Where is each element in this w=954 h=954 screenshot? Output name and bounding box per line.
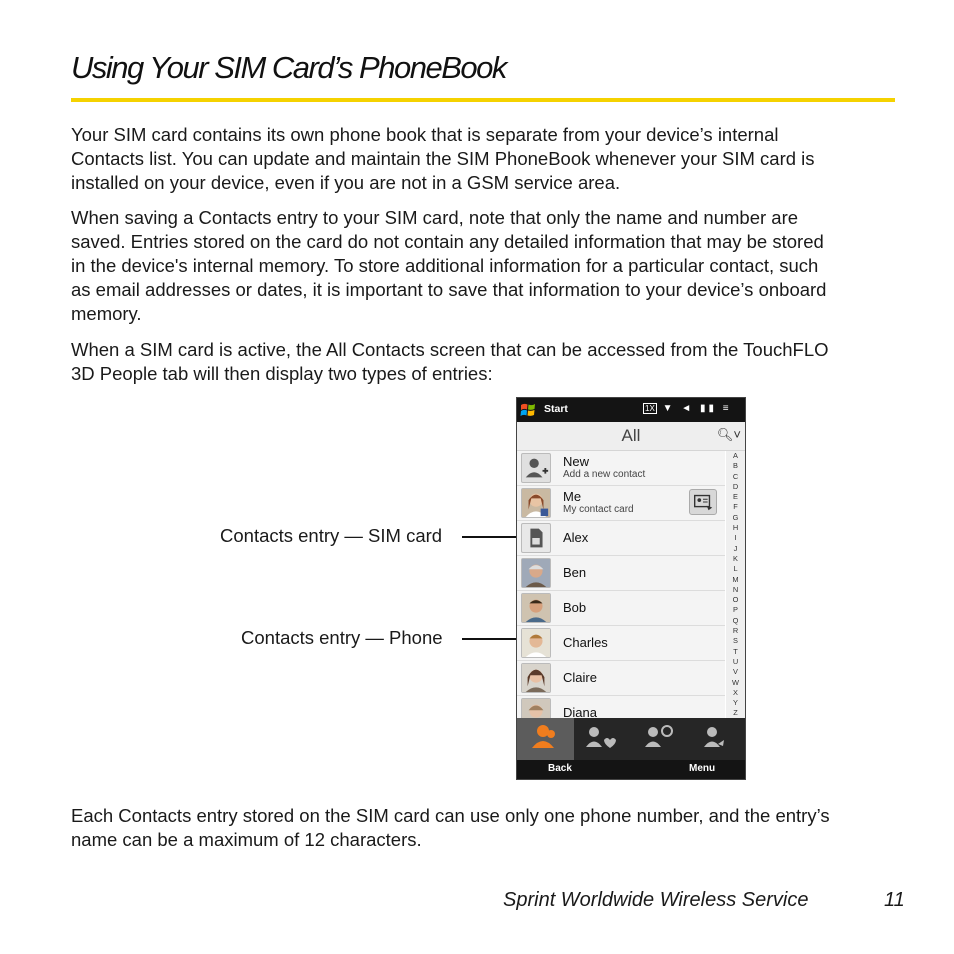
menu-button[interactable]: Menu <box>689 763 716 774</box>
contact-sub: Add a new contact <box>563 469 646 480</box>
alphabet-letter[interactable]: E <box>733 492 738 502</box>
p3-line-2: 3D People tab will then display two types of entries: <box>71 363 493 384</box>
p1-line-3: installed on your device, even if you are not in a GSM service area. <box>71 172 621 193</box>
contact-photo-icon <box>521 663 551 693</box>
p2-line-5: memory. <box>71 303 142 324</box>
start-label[interactable]: Start <box>544 403 568 415</box>
contact-row-phone[interactable] <box>517 591 725 626</box>
alphabet-letter[interactable]: A <box>733 451 738 460</box>
alphabet-letter[interactable]: C <box>732 471 739 481</box>
contact-name: Ben <box>563 565 587 580</box>
closing-paragraph <box>71 804 901 852</box>
updates-icon <box>631 718 688 760</box>
alphabet-letter[interactable]: G <box>732 512 739 522</box>
battery-icon: ▮▮ <box>699 403 717 414</box>
contact-name: Me <box>563 489 582 504</box>
alphabet-letter[interactable]: V <box>733 667 738 677</box>
paragraph-1 <box>71 123 901 195</box>
contact-name: Claire <box>563 670 597 685</box>
people-icon <box>517 718 574 760</box>
contact-name: Bob <box>563 600 587 615</box>
alphabet-letter[interactable]: I <box>734 533 737 543</box>
contact-list <box>517 451 725 718</box>
alphabet-letter[interactable]: T <box>733 646 738 656</box>
alphabet-letter[interactable]: F <box>733 502 738 512</box>
alphabet-letter[interactable]: H <box>732 523 739 533</box>
alphabet-letter[interactable]: Q <box>732 615 739 625</box>
menu-lines-icon: ≡ <box>722 403 732 414</box>
p1-line-2: Contacts list. You can update and maintain the SIM PhoneBook whenever your SIM card is <box>71 148 815 169</box>
windows-logo-icon[interactable] <box>520 402 536 418</box>
contact-name: Charles <box>563 635 608 650</box>
callout-phone: Contacts entry — Phone <box>241 627 443 648</box>
footer-section-title: Sprint Worldwide Wireless Service <box>503 889 809 911</box>
callout-sim-line <box>462 536 522 538</box>
p1-line-1: Your SIM card contains its own phone book that is separate from your device’s internal <box>71 124 779 145</box>
p2-line-4: as email addresses or dates, it is important to save that information to your device’s onboard <box>71 279 827 300</box>
contact-name: Alex <box>563 530 589 545</box>
alphabet-letter[interactable]: B <box>733 461 738 471</box>
paragraph-3 <box>71 338 901 386</box>
people-tab-bar <box>517 718 745 760</box>
tab-updates[interactable] <box>631 718 688 760</box>
favorite-people-icon <box>574 718 631 760</box>
contact-row-phone[interactable] <box>517 556 725 591</box>
alphabet-letter[interactable]: D <box>732 481 739 491</box>
p2-line-3: in the device's internal memory. To store additional information for a particular contact, such <box>71 255 819 276</box>
call-history-icon <box>688 718 745 760</box>
contact-card-icon[interactable] <box>689 489 717 515</box>
alphabet-letter[interactable]: K <box>733 553 738 563</box>
closing-line-2: name can be a maximum of 12 characters. <box>71 829 422 850</box>
tab-favorites[interactable] <box>574 718 631 760</box>
alphabet-letter[interactable]: N <box>732 584 739 594</box>
volume-icon: ◄ <box>681 403 695 414</box>
sim-card-icon <box>521 523 551 553</box>
contact-photo-icon <box>521 698 551 718</box>
contact-row-phone[interactable] <box>517 661 725 696</box>
alphabet-letter[interactable]: J <box>733 543 738 553</box>
contact-row-phone[interactable] <box>517 696 725 718</box>
status-bar <box>517 398 745 422</box>
contact-row-phone[interactable] <box>517 626 725 661</box>
tab-history[interactable] <box>688 718 745 760</box>
alphabet-letter[interactable]: Z <box>733 708 738 718</box>
alphabet-letter[interactable]: M <box>732 574 739 584</box>
callout-phone-line <box>462 638 522 640</box>
contact-row-me[interactable] <box>517 486 725 521</box>
contact-photo-icon <box>521 558 551 588</box>
contact-photo-icon <box>521 593 551 623</box>
alphabet-letter[interactable]: X <box>733 687 738 697</box>
closing-line-1: Each Contacts entry stored on the SIM card can use only one phone number, and the entry’s <box>71 805 830 826</box>
alphabet-letter[interactable]: R <box>732 626 739 636</box>
alphabet-letter[interactable]: L <box>733 564 738 574</box>
p2-line-1: When saving a Contacts entry to your SIM card, note that only the name and number are <box>71 207 799 228</box>
alphabet-letter[interactable]: W <box>732 677 739 687</box>
title-rule <box>71 98 895 102</box>
signal-icon: ▼ <box>662 403 676 414</box>
alphabet-letter[interactable]: Y <box>733 698 738 708</box>
search-icon[interactable]: 🔍︎˅ <box>716 427 741 442</box>
tab-all-people[interactable] <box>517 718 574 760</box>
softkey-bar <box>517 760 745 780</box>
alphabet-letter[interactable]: S <box>733 636 738 646</box>
page-title: Using Your SIM Card’s PhoneBook <box>71 50 506 85</box>
contact-row-new[interactable] <box>517 451 725 486</box>
network-1x-icon: 1X <box>645 404 655 413</box>
contacts-header <box>517 422 745 451</box>
alphabet-letter[interactable]: U <box>732 656 739 666</box>
alphabet-index[interactable] <box>726 451 745 718</box>
contact-sub: My contact card <box>563 504 634 515</box>
contact-name: New <box>563 454 590 469</box>
page-number: 11 <box>884 889 905 911</box>
add-contact-icon <box>521 453 551 483</box>
back-button[interactable]: Back <box>548 763 572 774</box>
status-icons <box>643 403 732 414</box>
phone-screenshot <box>516 397 746 780</box>
contact-photo-icon <box>521 628 551 658</box>
callout-sim-card: Contacts entry — SIM card <box>220 525 443 546</box>
alphabet-letter[interactable]: P <box>733 605 738 615</box>
p3-line-1: When a SIM card is active, the All Contacts screen that can be accessed from the TouchFLO <box>71 339 829 360</box>
p2-line-2: saved. Entries stored on the card do not contain any detailed information that may be stored <box>71 231 824 252</box>
paragraph-2 <box>71 206 901 326</box>
me-photo-icon <box>521 488 551 518</box>
contact-row-sim[interactable] <box>517 521 725 556</box>
alphabet-letter[interactable]: O <box>732 595 739 605</box>
filter-title[interactable]: All <box>621 426 641 445</box>
contact-name: Diana <box>563 705 597 718</box>
